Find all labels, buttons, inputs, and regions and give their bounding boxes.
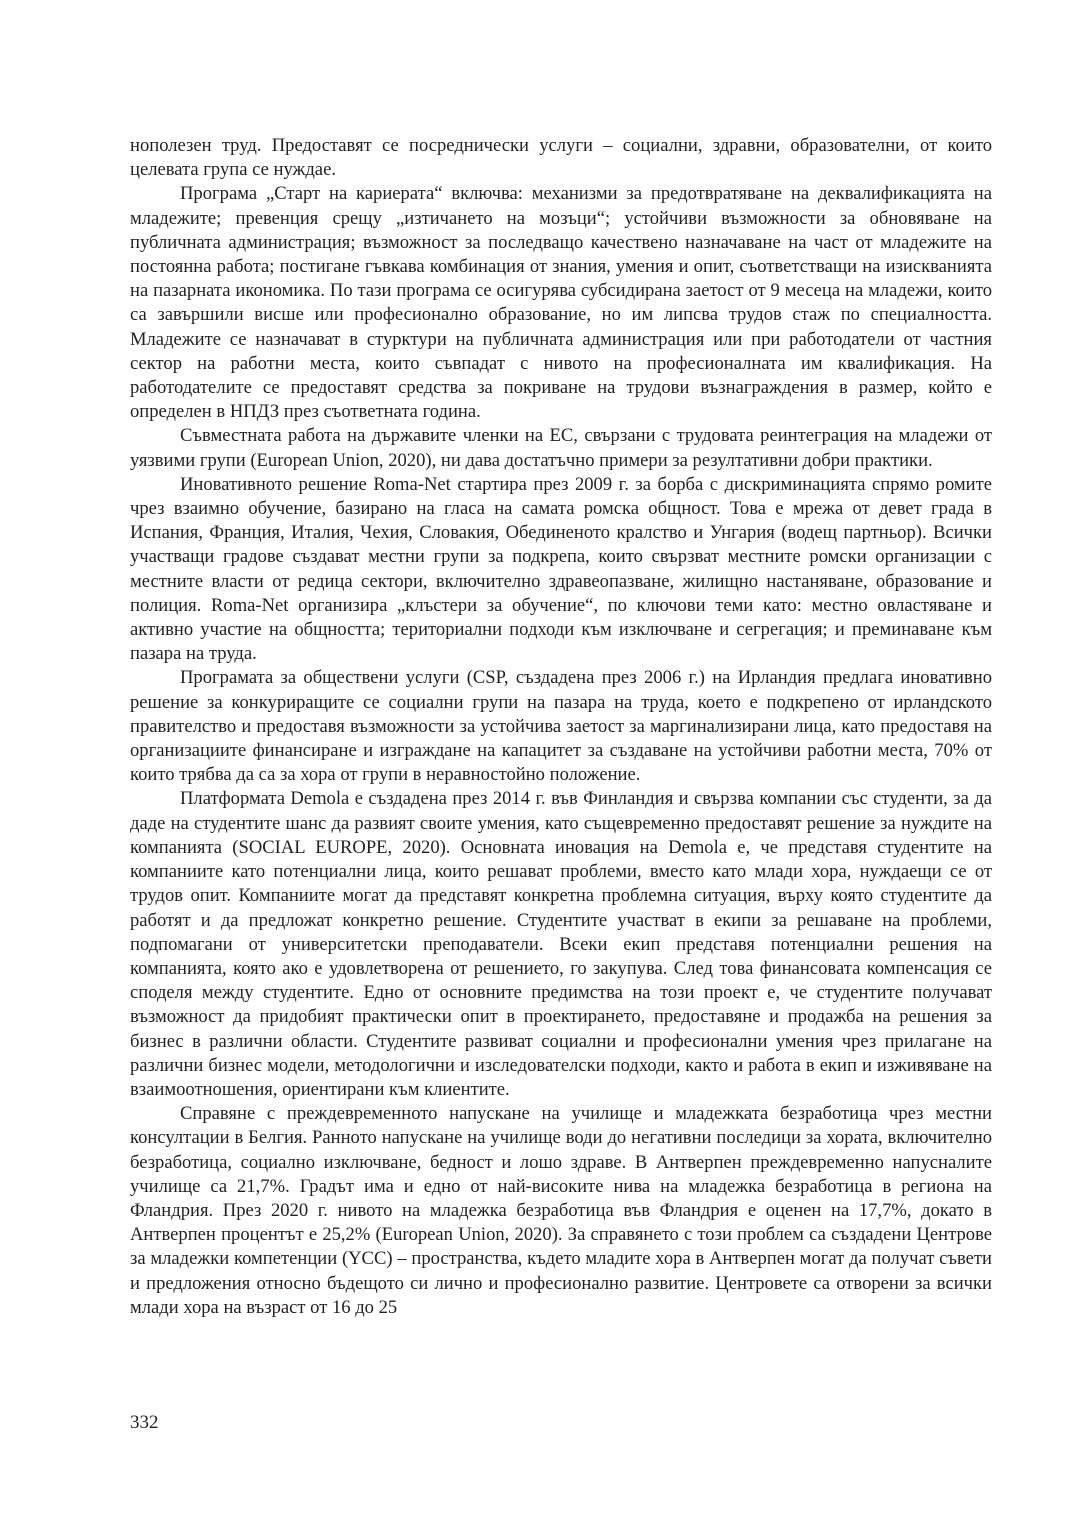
paragraph-demola: Платформата Demola е създадена през 2014 г. във Финландия и свързва компании със студенти, за да даде на студентите шанс да развият своите умения, като същевременно предоставят решение за нуждите на компанията (SOCIAL EUROPE, 2020). Основната иновация на Demola е, че представя студентите на компаниите като потенциални лица, които решават проблеми, вместо като млади хора, нуждаещи се от трудов опит. Компаниите могат да представят конкретна проблемна ситуация, върху която студентите да работят и да предложат конкретно решение. Студентите участват в екипи за решаване на проблеми, подпомагани от университетски преподаватели. Всеки екип представя потенциални решения на компанията, която ако е удовлетворена от решението, го закупува. След това финансовата компенсация се споделя между студентите. Едно от основните предимства на този проект е, че студентите получават възможност да придобият практически опит в проектирането, предоставяне и продажба на решения за бизнес в различни области. Студентите развиват социални и професионални умения чрез прилагане на различни бизнес модели, методологични и изследователски подходи, както и работа в екип и изживяване на взаимоотношения, ориентирани към клиентите. (130, 788, 992, 1100)
paragraph-roma-net: Иновативното решение Roma-Net стартира през 2009 г. за борба с дискриминацията спрямо ромите чрез взаимно обучение, базирано на гласа на самата ромска общност. Това е мрежа от девет града в Испания, Франция, Италия, Чехия, Словакия, Обединеното кралство и Унгария (водещ партньор). Всички участващи градове създават местни групи за подкрепа, които свързват местните ромски организации с местните власти от редица сектори, включително здравеопазване, жилищно настаняване, образование и полиция. Roma-Net организира „клъстери за обучение“, по ключови теми като: местно овластяване и активно участие на общността; териториални подходи към изключване и сегрегация; и преминаване към пазара на труда. (130, 473, 992, 665)
page-number: 332 (130, 1412, 159, 1433)
paragraph-continuation: нополезен труд. Предоставят се посреднически услуги – социални, здравни, образователни, от които целевата група се нуждае. (130, 135, 992, 181)
paragraph-eu-cooperation: Съвместната работа на държавите членки на ЕС, свързани с трудовата реинтеграция на младежи от уязвими групи (European Union, 2020), ни дава достатъчно примери за резултативни добри практики. (130, 425, 992, 471)
page-body (130, 134, 992, 1320)
paragraph-belgium-early-leaving: Справяне с преждевременното напускане на училище и младежката безработица чрез местни консултации в Белгия. Ранното напускане на училище води до негативни последици за хората, включително безработица, социално изключване, бедност и лошо здраве. В Антверпен преждевременно напусналите училище са 21,7%. Градът има и едно от най-високите нива на младежка безработица в региона на Фландрия. През 2020 г. нивото на младежка безработица във Фландрия е оценен на 17,7%, докато в Антверпен процентът е 25,2% (European Union, 2020). За справянето с този проблем са създадени Центрове за младежки компетенции (YCC) – пространства, където младите хора в Антверпен могат да получат съвети и предложения относно бъдещото си лично и професионално развитие. Центровете са отворени за всички млади хора на възраст от 16 до 25 (130, 1103, 992, 1318)
paragraph-career-start-program: Програма „Старт на кариерата“ включва: механизми за предотвратяване на деквалификацията на младежите; превенция срещу „изтичането на мозъци“; устойчиви възможности за обновяване на публичната администрация; възможност за последващо качествено назначаване на част от младежите на постоянна работа; постигане гъвкава комбинация от знания, умения и опит, съответстващи на изискванията на пазарната икономика. По тази програма се осигурява субсидирана заетост от 9 месеца на младежи, които са завършили висше или професионално образование, но им липсва трудов стаж по специалността. Младежите се назначават в стурктури на публичната администрация или при работодатели от частния сектор на работни места, които съвпадат с нивото на професионалната им квалификация. На работодателите се предоставят средства за покриване на трудови възнаграждения в размер, който е определен в НПДЗ през съответната година. (130, 183, 992, 423)
paragraph-ireland-csp: Програмата за обществени услуги (CSP, създадена през 2006 г.) на Ирландия предлага иновативно решение за конкуриращите се социални групи на пазара на труда, което е подкрепено от ирландското правителство и предоставя възможности за устойчива заетост за маргинализирани лица, като предоставя на организациите финансиране и изграждане на капацитет за създаване на устойчиви работни места, 70% от които трябва да са за хора от групи в неравностойно положение. (130, 667, 992, 786)
